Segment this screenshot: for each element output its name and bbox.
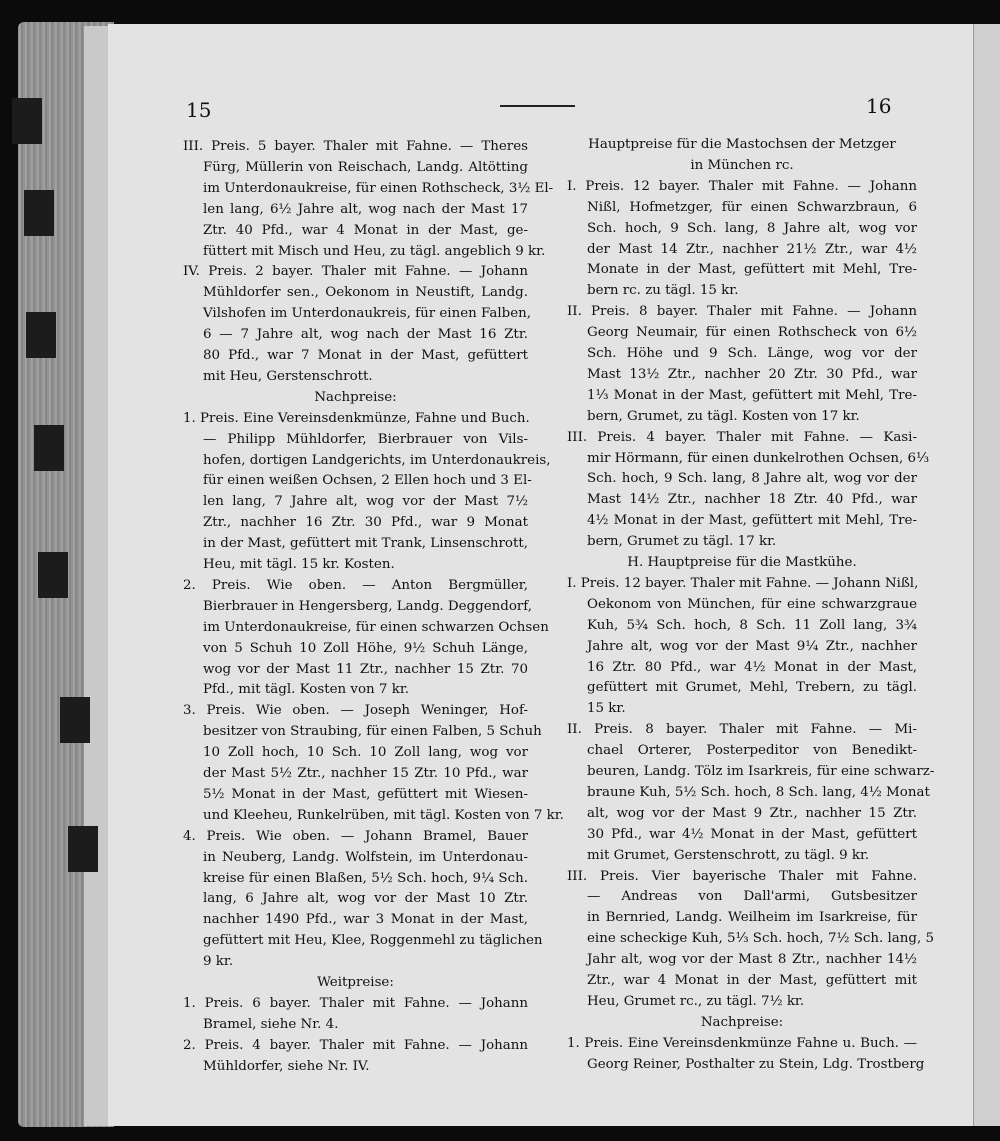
text-line: Heu, Grumet rc., zu tägl. 7½ kr. xyxy=(587,993,805,1009)
text-line: 1⅓ Monat in der Mast, gefüttert mit Mehl, Tre- xyxy=(587,387,917,403)
text-line: für einen weißen Ochsen, 2 Ellen hoch und 3 El- xyxy=(203,473,532,489)
text-line: Kuh, 5¾ Sch. hoch, 8 Sch. 11 Zoll lang, 3¾ xyxy=(587,617,917,633)
text-line: 1. Preis. 6 bayer. Thaler mit Fahne. — Johann xyxy=(183,995,528,1011)
text-line: mit Grumet, Gerstenschrott, zu tägl. 9 kr. xyxy=(587,847,870,863)
text-line: 80 Pfd., war 7 Monat in der Mast, gefüttert xyxy=(203,348,528,363)
text-line: bern, Grumet, zu tägl. Kosten von 17 kr. xyxy=(587,408,860,424)
text-line: wog vor der Mast 11 Ztr., nachher 15 Ztr. 70 xyxy=(203,661,528,677)
text-line: Georg Neumair, für einen Rothscheck von 6½ xyxy=(587,325,917,341)
text-line: 9 kr. xyxy=(203,954,234,970)
text-line: — Philipp Mühldorfer, Bierbrauer von Vils- xyxy=(203,431,528,447)
text-line: Fürg, Müllerin von Reischach, Landg. Altötting xyxy=(203,159,528,175)
text-line: in München rc. xyxy=(690,157,794,173)
text-line: 2. Preis. Wie oben. — Anton Bergmüller, xyxy=(183,577,528,593)
text-line: Ztr., nachher 16 Ztr. 30 Pfd., war 9 Monat xyxy=(203,515,528,531)
text-line: H. Hauptpreise für die Mastkühe. xyxy=(627,555,857,570)
left-column-text xyxy=(183,136,564,1081)
text-line: im Unterdonaukreise, für einen Rothscheck, 3½ El- xyxy=(203,180,554,196)
text-line: besitzer von Straubing, für einen Falben, 5 Schuh xyxy=(203,724,542,740)
text-line: chael Orterer, Posterpeditor von Benedikt- xyxy=(587,743,917,759)
text-line: Hauptpreise für die Mastochsen der Metzger xyxy=(588,137,896,152)
text-line: — Andreas von Dall'armi, Gutsbesitzer xyxy=(587,889,917,905)
text-line: 1. Preis. Eine Vereinsdenkmünze, Fahne und Buch. xyxy=(183,410,530,426)
text-line: Georg Reiner, Posthalter zu Stein, Ldg. Trostberg xyxy=(587,1056,925,1072)
text-line: nachher 1490 Pfd., war 3 Monat in der Mast, xyxy=(203,912,528,928)
index-tab xyxy=(60,697,90,743)
text-line: Bramel, siehe Nr. 4. xyxy=(203,1016,339,1032)
text-line: 3. Preis. Wie oben. — Joseph Weninger, Hof- xyxy=(183,703,528,719)
text-line: 6 — 7 Jahre alt, wog nach der Mast 16 Ztr. xyxy=(203,327,528,343)
text-line: III. Preis. 4 bayer. Thaler mit Fahne. — Kasi- xyxy=(567,429,917,445)
text-line: gefüttert mit Heu, Klee, Roggenmehl zu täglichen xyxy=(203,933,543,949)
text-line: mir Hörmann, für einen dunkelrothen Ochsen, 6⅓ xyxy=(587,450,930,466)
text-line: Jahr alt, wog vor der Mast 8 Ztr., nachher 14½ xyxy=(587,952,917,968)
text-line: 5½ Monat in der Mast, gefüttert mit Wiesen- xyxy=(203,786,528,802)
text-line: Ztr. 40 Pfd., war 4 Monat in der Mast, ge- xyxy=(203,222,528,238)
index-tab xyxy=(34,425,64,471)
text-line: Vilshofen im Unterdonaukreis, für einen Falben, xyxy=(203,306,532,322)
text-line: I. Preis. 12 bayer. Thaler mit Fahne. — Johann xyxy=(567,178,917,194)
text-line: Mast 13½ Ztr., nachher 20 Ztr. 30 Pfd., war xyxy=(587,366,917,382)
text-line: in Bernried, Landg. Weilheim im Isarkreise, für xyxy=(587,910,917,926)
text-line: und Kleeheu, Runkelrüben, mit tägl. Kosten von 7 kr. xyxy=(203,807,564,823)
text-line: Sch. hoch, 9 Sch. lang, 8 Jahre alt, wog vor der xyxy=(587,471,917,487)
text-line: Sch. Höhe und 9 Sch. Länge, wog vor der xyxy=(587,346,917,361)
header-rule xyxy=(500,105,575,107)
text-line: III. Preis. 5 bayer. Thaler mit Fahne. — Theres xyxy=(183,139,528,154)
text-line: lang, 6 Jahre alt, wog vor der Mast 10 Ztr. xyxy=(203,891,528,907)
text-line: Nißl, Hofmetzger, für einen Schwarzbraun, 6 xyxy=(587,199,917,215)
text-line: Pfd., mit tägl. Kosten von 7 kr. xyxy=(203,682,410,698)
text-line: Monate in der Mast, gefüttert mit Mehl, Tre- xyxy=(587,262,917,278)
text-line: Ztr., war 4 Monat in der Mast, gefüttert mit xyxy=(587,973,917,988)
text-line: kreise für einen Blaßen, 5½ Sch. hoch, 9¼ Sch. xyxy=(203,870,528,886)
text-line: II. Preis. 8 bayer. Thaler mit Fahne. — Mi- xyxy=(567,722,917,738)
text-line: in Neuberg, Landg. Wolfstein, im Unterdonau- xyxy=(203,849,528,865)
text-line: Mühldorfer sen., Oekonom in Neustift, Landg. xyxy=(203,285,528,301)
text-line: Jahre alt, wog vor der Mast 9¼ Ztr., nachher xyxy=(587,638,917,654)
text-line: 4½ Monat in der Mast, gefüttert mit Mehl, Tre- xyxy=(587,513,917,529)
text-line: I. Preis. 12 bayer. Thaler mit Fahne. — Johann Nißl, xyxy=(567,575,919,591)
text-line: II. Preis. 8 bayer. Thaler mit Fahne. — Johann xyxy=(567,304,917,320)
text-line: 15 kr. xyxy=(587,701,626,717)
index-tab xyxy=(24,190,54,236)
text-line: 30 Pfd., war 4½ Monat in der Mast, gefüttert xyxy=(587,826,917,842)
text-line: Mast 14½ Ztr., nachher 18 Ztr. 40 Pfd., war xyxy=(587,492,917,508)
text-line: Heu, mit tägl. 15 kr. Kosten. xyxy=(203,557,395,572)
text-line: mit Heu, Gerstenschrott. xyxy=(203,368,373,384)
text-line: alt, wog vor der Mast 9 Ztr., nachher 15 Ztr. xyxy=(587,805,917,821)
right-column-text xyxy=(567,134,935,1104)
text-line: in der Mast, gefüttert mit Trank, Linsenschrott, xyxy=(203,536,528,552)
text-line: Nachpreise: xyxy=(314,389,397,405)
index-tab xyxy=(68,826,98,872)
page-number-left: 15 xyxy=(186,98,212,122)
text-line: im Unterdonaukreise, für einen schwarzen Ochsen xyxy=(203,619,549,635)
text-line: 10 Zoll hoch, 10 Sch. 10 Zoll lang, wog vor xyxy=(203,745,528,761)
text-line: 4. Preis. Wie oben. — Johann Bramel, Bauer xyxy=(183,828,528,844)
text-line: füttert mit Misch und Heu, zu tägl. angeblich 9 kr. xyxy=(203,243,546,259)
text-line: IV. Preis. 2 bayer. Thaler mit Fahne. — Johann xyxy=(183,264,528,280)
text-line: Weitpreise: xyxy=(317,975,394,990)
index-tab xyxy=(38,552,68,598)
page-number-right: 16 xyxy=(866,94,892,118)
text-line: bern rc. zu tägl. 15 kr. xyxy=(587,283,739,299)
text-line: Sch. hoch, 9 Sch. lang, 8 Jahre alt, wog vor xyxy=(587,220,917,236)
text-line: beuren, Landg. Tölz im Isarkreis, für eine schwarz- xyxy=(587,764,935,779)
text-line: von 5 Schuh 10 Zoll Höhe, 9½ Schuh Länge, xyxy=(203,640,528,656)
text-line: 1. Preis. Eine Vereinsdenkmünze Fahne u. Buch. — xyxy=(567,1035,917,1051)
text-line: len lang, 6½ Jahre alt, wog nach der Mast 17 xyxy=(203,201,528,217)
text-line: Nachpreise: xyxy=(700,1014,784,1030)
index-tab xyxy=(12,98,42,144)
text-line: 2. Preis. 4 bayer. Thaler mit Fahne. — Johann xyxy=(183,1037,528,1053)
text-line: Mühldorfer, siehe Nr. IV. xyxy=(203,1058,370,1074)
text-line: Bierbrauer in Hengersberg, Landg. Deggendorf, xyxy=(203,598,533,614)
text-line: len lang, 7 Jahre alt, wog vor der Mast 7½ xyxy=(203,494,528,510)
text-line: braune Kuh, 5½ Sch. hoch, 8 Sch. lang, 4½ Monat xyxy=(587,784,930,800)
text-line: gefüttert mit Grumet, Mehl, Trebern, zu tägl. xyxy=(587,680,917,696)
text-line: eine scheckige Kuh, 5⅓ Sch. hoch, 7½ Sch. lang, 5 xyxy=(587,931,934,947)
text-line: III. Preis. Vier bayerische Thaler mit Fahne. xyxy=(567,868,917,884)
text-line: 16 Ztr. 80 Pfd., war 4½ Monat in der Mast, xyxy=(587,659,917,675)
next-page-edge xyxy=(973,24,1000,1126)
text-line: Oekonom von München, für eine schwarzgraue xyxy=(587,596,917,612)
text-line: der Mast 5½ Ztr., nachher 15 Ztr. 10 Pfd., war xyxy=(203,766,528,781)
index-tab xyxy=(26,312,56,358)
text-line: bern, Grumet zu tägl. 17 kr. xyxy=(587,534,777,550)
text-line: hofen, dortigen Landgerichts, im Unterdonaukreis, xyxy=(203,452,551,468)
text-line: der Mast 14 Ztr., nachher 21½ Ztr., war 4½ xyxy=(587,241,917,257)
